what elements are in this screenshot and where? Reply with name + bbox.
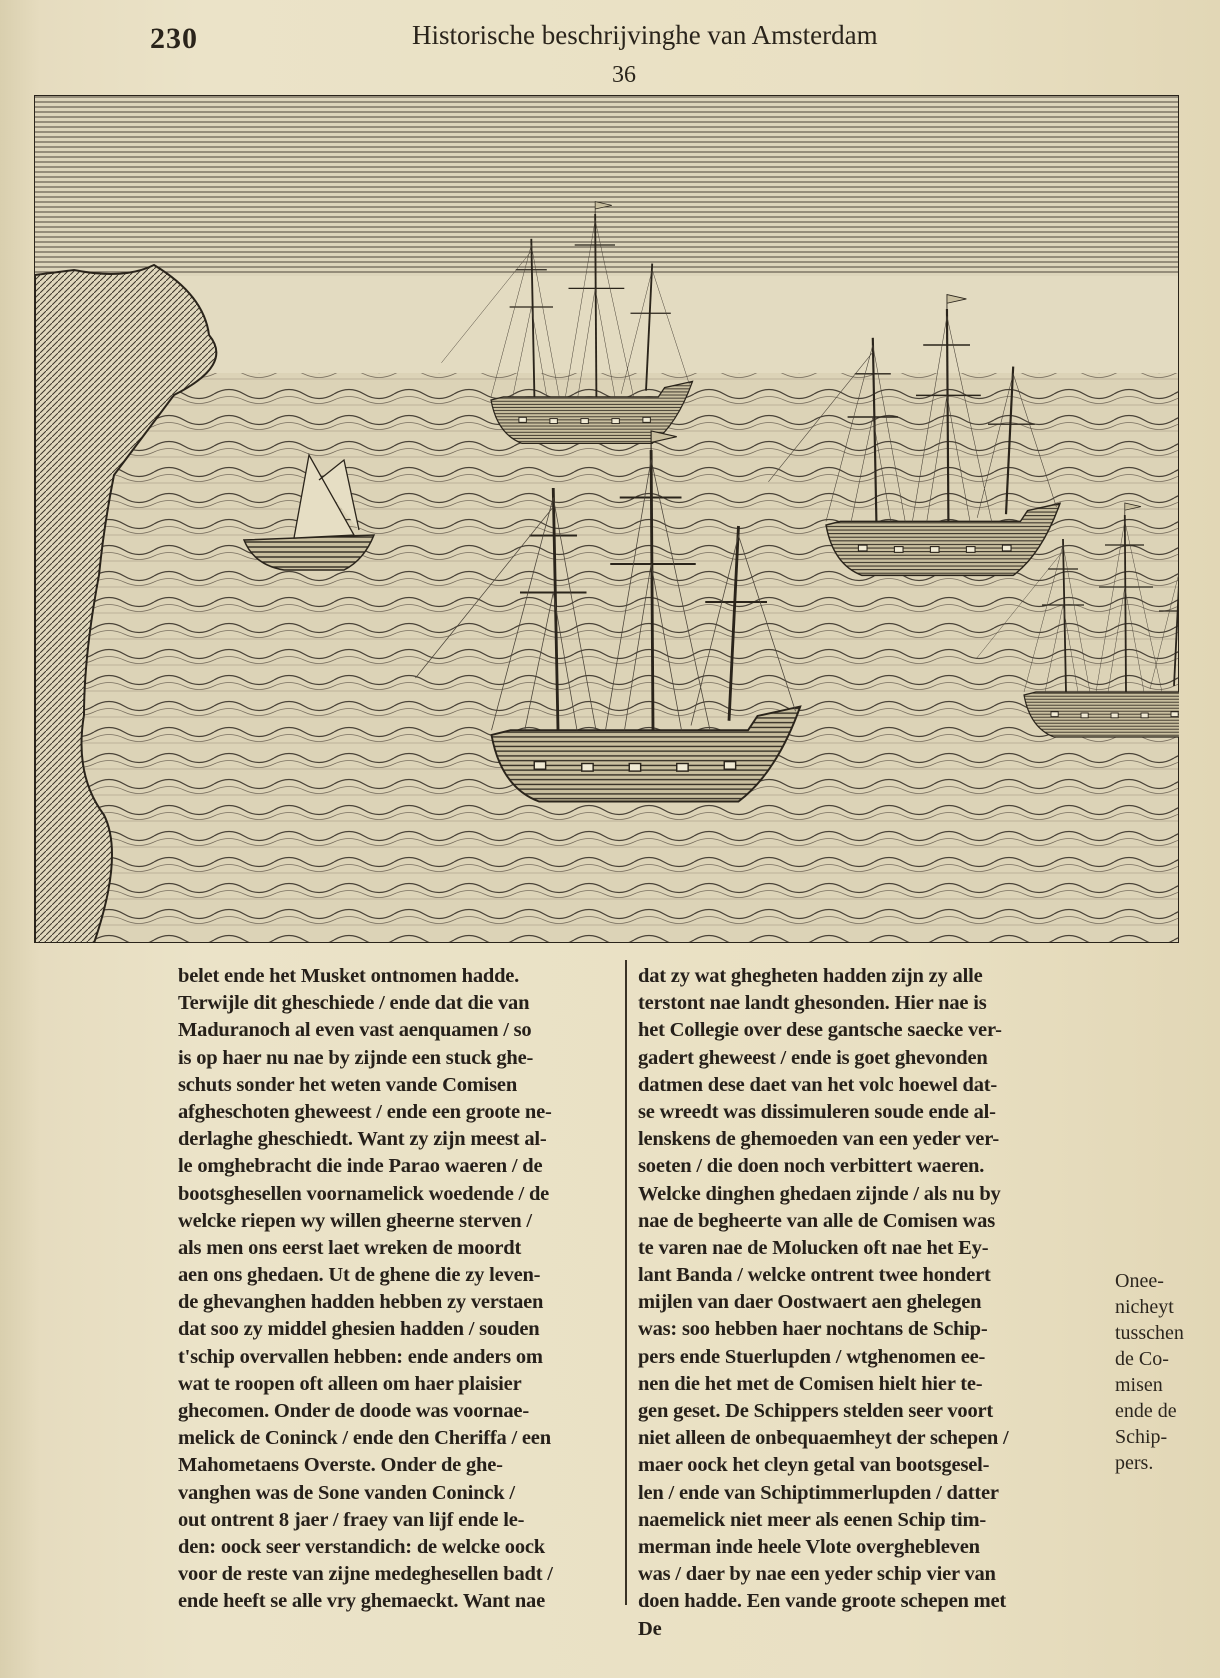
text-line: nae de begheerte van alle de Comisen was bbox=[638, 1209, 995, 1232]
text-line: len / ende van Schiptimmerlupden / datter bbox=[638, 1481, 999, 1504]
margin-note-line: Schip- bbox=[1115, 1426, 1168, 1448]
margin-note-line: ende de bbox=[1115, 1400, 1177, 1422]
text-line: nen die het met de Comisen hielt hier te- bbox=[638, 1372, 983, 1395]
page-number: 230 bbox=[150, 22, 198, 55]
text-line: den: oock seer verstandich: de welcke oock bbox=[178, 1535, 546, 1558]
text-line: pers ende Stuerlupden / wtghenomen ee- bbox=[638, 1345, 986, 1368]
plate-number: 36 bbox=[612, 62, 636, 88]
text-line: naemelick niet meer als eenen Schip tim- bbox=[638, 1508, 987, 1531]
text-line: is op haer nu nae by zijnde een stuck ghe- bbox=[178, 1046, 534, 1069]
text-line: melick de Coninck / ende den Cheriffa / een bbox=[178, 1427, 551, 1450]
text-column-left bbox=[178, 963, 620, 1616]
margin-note-line: de Co- bbox=[1115, 1348, 1169, 1370]
text-line: mijlen van daer Oostwaert aen ghelegen bbox=[638, 1291, 982, 1314]
margin-note-line: Onee- bbox=[1115, 1270, 1164, 1292]
text-line: afgheschoten gheweest / ende een groote ne- bbox=[178, 1100, 552, 1123]
text-line: derlaghe gheschiedt. Want zy zijn meest al- bbox=[178, 1128, 547, 1151]
margin-note-line: tusschen bbox=[1115, 1322, 1184, 1344]
text-line: het Collegie over dese gantsche saecke ver- bbox=[638, 1019, 1002, 1042]
text-line: was: soo hebben haer nochtans de Schip- bbox=[638, 1318, 988, 1341]
margin-note-line: misen bbox=[1115, 1374, 1163, 1396]
text-line: voor de reste van zijne medeghesellen badt / bbox=[178, 1563, 553, 1586]
text-line: was / daer by nae een yeder schip vier van bbox=[638, 1563, 996, 1586]
text-line: Terwijle dit gheschiede / ende dat die van bbox=[178, 992, 530, 1015]
text-line: welcke riepen wy willen gheerne sterven / bbox=[178, 1209, 532, 1232]
text-line: Maduranoch al even vast aenquamen / so bbox=[178, 1019, 532, 1042]
text-line: gadert gheweest / ende is goet ghevonden bbox=[638, 1046, 988, 1069]
text-line: se wreedt was dissimuleren soude ende al- bbox=[638, 1100, 996, 1123]
text-line: lant Banda / welcke ontrent twee hondert bbox=[638, 1264, 991, 1287]
text-line: niet alleen de onbequaemheyt der schepen / bbox=[638, 1427, 1009, 1450]
text-line: als men ons eerst laet wreken de moordt bbox=[178, 1236, 522, 1259]
text-line: le omghebracht die inde Parao waeren / de bbox=[178, 1155, 543, 1178]
text-line: de ghevanghen hadden hebben zy verstaen bbox=[178, 1291, 544, 1314]
text-line: belet ende het Musket ontnomen hadde. bbox=[178, 965, 520, 987]
text-line: dat zy wat ghegheten hadden zijn zy alle bbox=[638, 965, 983, 987]
text-line: ende heeft se alle vry ghemaeckt. Want nae bbox=[178, 1590, 545, 1613]
text-line: Mahometaens Overste. Onder de ghe- bbox=[178, 1454, 503, 1477]
text-line: wat te roopen oft alleen om haer plaisier bbox=[178, 1372, 522, 1395]
text-line: t'schip overvallen hebben: ende anders om bbox=[178, 1345, 543, 1368]
text-column-right bbox=[638, 963, 1110, 1643]
text-line: aen ons ghedaen. Ut de ghene die zy leven- bbox=[178, 1264, 541, 1287]
text-line: De bbox=[638, 1617, 662, 1640]
text-line: doen hadde. Een vande groote schepen met bbox=[638, 1590, 1007, 1613]
text-line: bootsghesellen voornamelick woedende / de bbox=[178, 1182, 550, 1205]
text-line: lenskens de ghemoeden van een yeder ver- bbox=[638, 1128, 999, 1151]
text-line: soeten / die doen noch verbittert waeren. bbox=[638, 1155, 985, 1178]
text-line: merman inde heele Vlote overghebleven bbox=[638, 1535, 980, 1558]
margin-note-line: pers. bbox=[1115, 1452, 1154, 1474]
margin-note bbox=[1115, 1268, 1215, 1476]
text-line: datmen dese daet van het volc hoewel dat- bbox=[638, 1073, 998, 1096]
text-line: gen geset. De Schippers stelden seer voort bbox=[638, 1400, 994, 1422]
text-line: te varen nae de Molucken oft nae het Ey- bbox=[638, 1236, 989, 1259]
text-line: dat soo zy middel ghesien hadden / souden bbox=[178, 1318, 540, 1341]
text-line: out ontrent 8 jaer / fraey van lijf ende le- bbox=[178, 1508, 525, 1531]
text-line: ghecomen. Onder de doode was voornae- bbox=[178, 1400, 529, 1422]
text-line: schuts sonder het weten vande Comisen bbox=[178, 1073, 518, 1096]
text-line: vanghen was de Sone vanden Coninck / bbox=[178, 1481, 515, 1504]
column-divider bbox=[625, 960, 627, 1605]
text-line: terstont nae landt ghesonden. Hier nae is bbox=[638, 992, 987, 1015]
engraving-illustration bbox=[34, 95, 1179, 943]
running-title: Historische beschrijvinghe van Amsterdam bbox=[412, 20, 878, 50]
margin-note-line: nicheyt bbox=[1115, 1296, 1174, 1318]
text-line: maer oock het cleyn getal van bootsgesel- bbox=[638, 1454, 990, 1477]
text-line: Welcke dinghen ghedaen zijnde / als nu by bbox=[638, 1182, 1001, 1205]
